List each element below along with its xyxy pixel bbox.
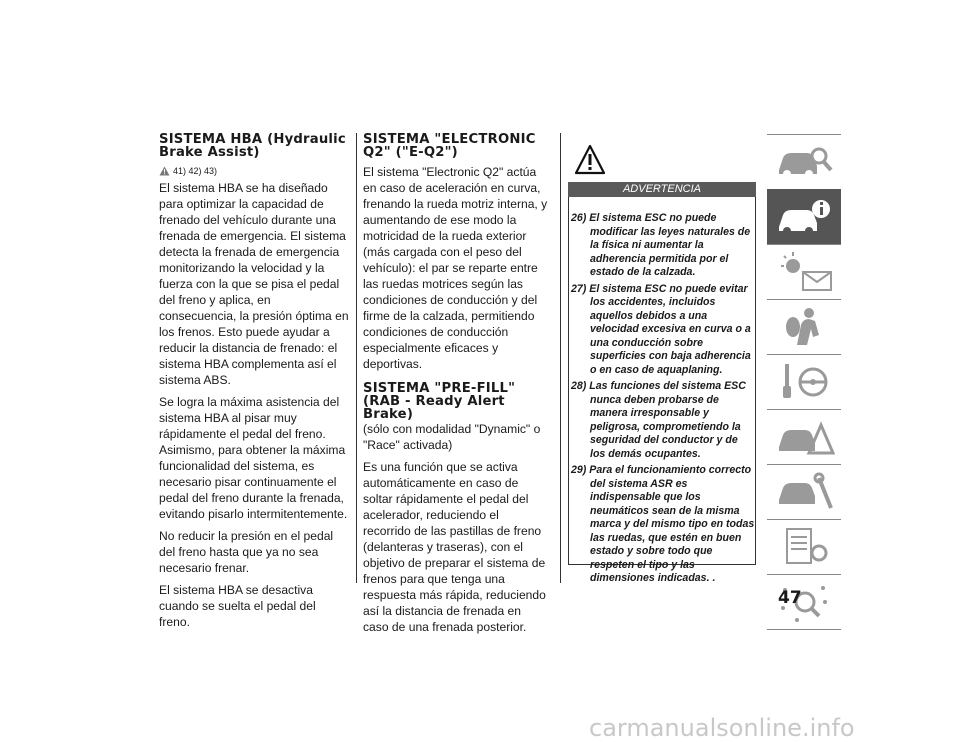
tab-emergency[interactable] (767, 409, 841, 464)
hba-paragraph-1: El sistema HBA se ha diseñado para optimizar la capacidad de frenado del vehículo durante una frenada de emergencia. El sistema detecta la frenada de emergencia monitorizando la velocidad y la fuerza con la que se pisa el pedal del freno y aplica, en consecuencia, la presión óptima en los frenos. Esto puede ayudar a reducir la distancia de frenado: el sistema HBA complementa así el sistema ABS. (159, 181, 349, 387)
eq2-title-line2: Q2" ("E-Q2") (363, 145, 458, 160)
car-info-icon (775, 195, 835, 239)
chapter-tabs (767, 134, 841, 630)
specs-list-icon (775, 525, 835, 569)
warning-sign-icon (575, 145, 605, 175)
column-divider-2 (560, 133, 561, 583)
prefill-note: (sólo con modalidad "Dynamic" o "Race" activada) (363, 422, 541, 452)
tab-getting-to-know[interactable] (767, 189, 841, 244)
warning-heading: ADVERTENCIA (568, 182, 756, 197)
hba-paragraph-2: Se logra la máxima asistencia del sistema HBA al pisar muy rápidamente el pedal del freno. Asimismo, para obtener la máxima funcionalidad del sistema, es necesario pisar continuamente el pedal del freno durante la frenada, evitando pisarlo intermitentemente. (159, 395, 348, 521)
prefill-title-line3: Brake) (363, 407, 414, 422)
hba-refs-text: 41) 42) 43) (173, 166, 218, 176)
steering-key-icon (775, 360, 835, 404)
warning-item: 29) Para el funcionamiento correcto del sistema ASR es indispensable que los neumáticos sean de la misma marca y del mismo tipo en todas las ruedas, que estén en buen estado y sobre todo que respeten el tipo y las dimensiones indicadas. . (571, 464, 755, 584)
page-number: 47 (778, 588, 802, 608)
prefill-title (363, 382, 548, 421)
warning-triangle-icon (159, 166, 170, 176)
hba-paragraph-4: El sistema HBA se desactiva cuando se suelta el pedal del freno. (159, 583, 316, 629)
hba-title-line2: Brake Assist) (159, 145, 260, 160)
warning-item: 28) Las funciones del sistema ESC nunca deben probarse de manera irresponsable y peligrosa, comprometiendo la seguridad del conductor y de los demás ocupantes. (571, 380, 746, 460)
hba-title (159, 133, 349, 159)
hba-paragraph-3: No reducir la presión en el pedal del freno hasta que ya no sea necesario frenar. (159, 529, 334, 575)
tab-technical-data[interactable] (767, 519, 841, 574)
eq2-title (363, 133, 548, 159)
airbag-person-icon (775, 305, 835, 349)
tab-maintenance[interactable] (767, 464, 841, 519)
tabs-bottom-rule (767, 629, 841, 630)
warning-list (571, 212, 755, 589)
hba-refs (159, 166, 349, 176)
tab-starting-driving[interactable] (767, 354, 841, 409)
watermark: carmanualsonline.info (589, 714, 855, 742)
prefill-title-line2: (RAB - Ready Alert (363, 394, 505, 409)
light-mail-icon (775, 250, 835, 294)
warning-item: 27) El sistema ESC no puede evitar los accidentes, incluidos aquellos debidos a una velocidad excesiva en curva o a una conducción sobre superficies con baja adherencia o en caso de aquaplaning. (571, 282, 751, 376)
eq2-paragraph: El sistema "Electronic Q2" actúa en caso de aceleración en curva, frenando la rueda motriz interna, y aumentando de ese modo la motricidad de la rueda exterior (más cargada con el peso del vehículo): el par se reparte entre las ruedas motrices según las condiciones de conducción y del firme de la calzada, permitiendo condiciones de conducción especialmente eficaces y deportivas. (363, 165, 548, 371)
hba-section (159, 133, 349, 636)
column-divider-1 (356, 133, 357, 583)
tab-knowing-car[interactable] (767, 134, 841, 189)
warning-item: 26) El sistema ESC no puede modificar las leyes naturales de la física ni aumentar la adherencia permitida por el estado de la calzada. (571, 212, 751, 278)
prefill-paragraph: Es una función que se activa automáticamente en caso de soltar rápidamente el pedal del acelerador, reduciendo el recorrido de las pastillas de freno (delanteras y traseras), con el objetivo de preparar el sistema de frenos para que tenga una respuesta más rápida, reduciendo así la distancia de frenada en caso de una frenada posterior. (363, 460, 546, 634)
prefill-title-line1: SISTEMA "PRE-FILL" (363, 381, 516, 396)
car-search-icon (775, 140, 835, 184)
car-warning-icon (775, 415, 835, 459)
eq2-section (363, 133, 548, 641)
tab-safety[interactable] (767, 299, 841, 354)
eq2-title-line1: SISTEMA "ELECTRONIC (363, 132, 536, 147)
hba-title-line1: SISTEMA HBA (Hydraulic (159, 132, 346, 147)
tab-lights-messages[interactable] (767, 244, 841, 299)
car-wrench-icon (775, 470, 835, 514)
